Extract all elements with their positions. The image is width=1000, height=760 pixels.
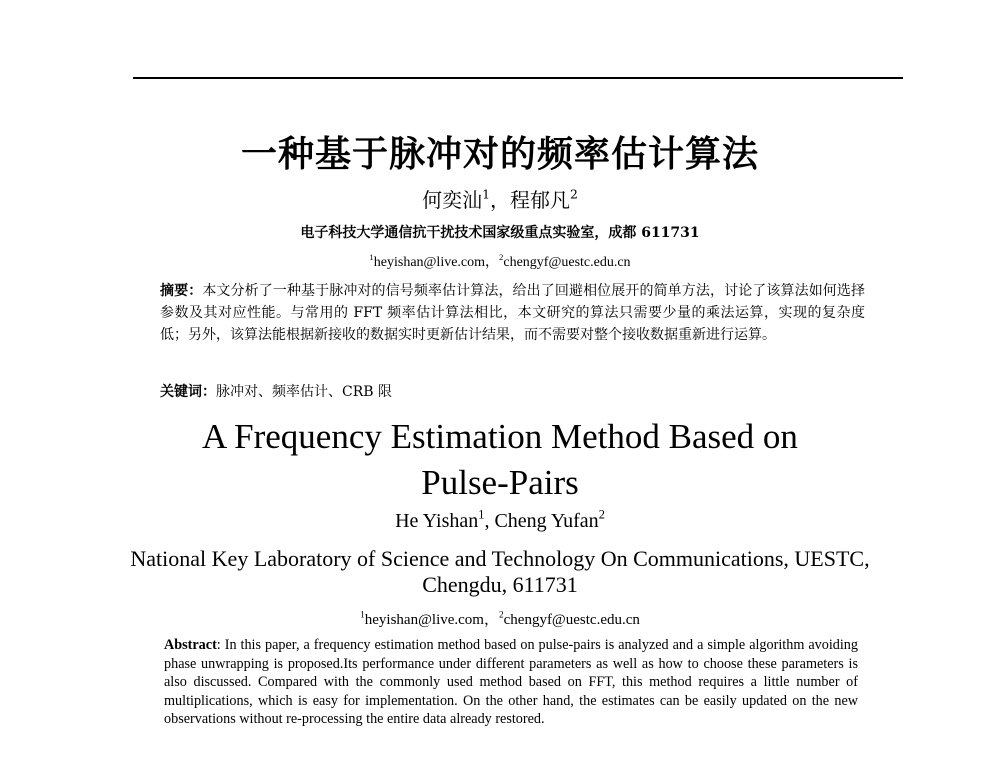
english-author-separator: , bbox=[484, 510, 495, 532]
chinese-abstract bbox=[160, 280, 865, 346]
english-abstract bbox=[164, 636, 858, 729]
chinese-email-1: heyishan@live.com， bbox=[373, 255, 500, 270]
english-author-2-sup: 2 bbox=[598, 507, 605, 522]
chinese-title: 一种基于脉冲对的频率估计算法 bbox=[240, 133, 759, 175]
english-abstract-label: Abstract bbox=[164, 637, 217, 653]
chinese-abstract-label: 摘要： bbox=[160, 283, 203, 299]
english-email-1-sup: 1 bbox=[360, 610, 365, 621]
chinese-keywords-label: 关键词： bbox=[160, 384, 216, 400]
chinese-email-1-sup: 1 bbox=[369, 251, 374, 262]
english-email-2-sup: 2 bbox=[498, 610, 504, 621]
english-email-1: heyishan@live.com， bbox=[364, 612, 499, 628]
chinese-author-2-sup: 2 bbox=[570, 186, 578, 202]
chinese-keywords-text: 脉冲对、频率估计、CRB 限 bbox=[216, 384, 392, 400]
chinese-affiliation: 电子科技大学通信抗干扰技术国家级重点实验室，成都 611731 bbox=[300, 225, 700, 241]
chinese-author-2: 程郁凡 bbox=[510, 188, 570, 212]
chinese-abstract-text: 本文分析了一种基于脉冲对的信号频率估计算法，给出了回避相位展开的简单方法，讨论了该算法如何选择参数及其对应性能。与常用的 FFT 频率估计算法相比，本文研究的算法只需要少量的乘法运算，实现的复杂度低；另外，该算法能根据新接收的数据实时更新估计结果，而不需要对整个接收数据重新进行运算。 bbox=[160, 283, 866, 343]
chinese-author-1: 何奕汕 bbox=[422, 188, 483, 212]
english-author-2: Cheng Yufan bbox=[494, 510, 599, 532]
english-authors bbox=[0, 507, 1000, 533]
english-affiliation: National Key Laboratory of Science and Technology On Communications, UESTC, Chengdu, 611731 bbox=[130, 546, 870, 597]
english-abstract-text: : In this paper, a frequency estimation method based on pulse-pairs is analyzed and a simple algorithm avoiding phase unwrapping is proposed.Its performance under different parameters as well as how to choose these parameters is also discussed. Compared with the commonly used method based on FFT, this method requires a little number of multiplications, which is easy for implementation. On the other hand, the estimates can be easily updated on the new observations without re-processing the entire data already restored. bbox=[164, 637, 858, 727]
chinese-email-2-sup: 2 bbox=[499, 251, 504, 262]
english-emails bbox=[0, 608, 1000, 629]
chinese-emails bbox=[0, 251, 1000, 271]
english-author-1-sup: 1 bbox=[478, 507, 485, 522]
english-author-1: He Yishan bbox=[395, 510, 479, 532]
chinese-author-separator: ， bbox=[490, 188, 510, 212]
english-email-2: chengyf@uestc.edu.cn bbox=[503, 612, 640, 628]
english-title: A Frequency Estimation Method Based on Pulse-Pairs bbox=[202, 417, 798, 502]
chinese-authors bbox=[0, 184, 1000, 213]
chinese-keywords bbox=[160, 381, 865, 403]
chinese-email-2: chengyf@uestc.edu.cn bbox=[503, 255, 631, 270]
header-rule bbox=[133, 77, 903, 79]
chinese-author-1-sup: 1 bbox=[482, 186, 490, 202]
